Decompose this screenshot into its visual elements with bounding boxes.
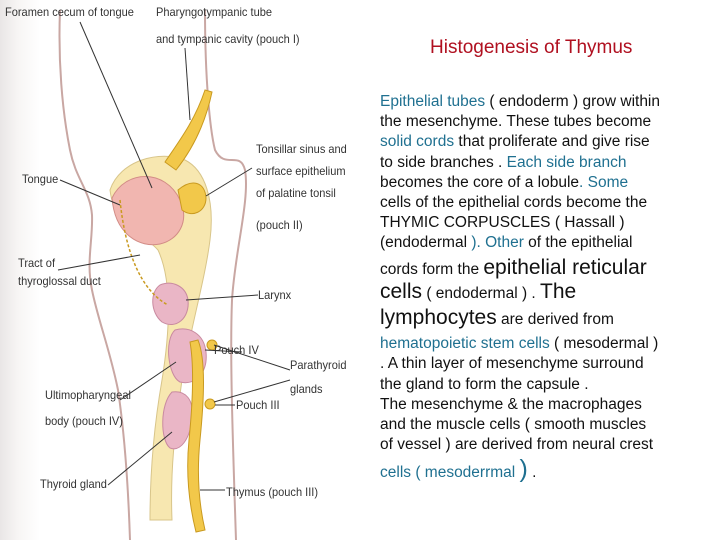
label-tongue: Tongue xyxy=(22,172,59,186)
parathyroid-lower-shape xyxy=(205,399,215,409)
text-span: cells of the epithelial cords become the xyxy=(380,194,648,212)
text-line xyxy=(380,354,715,374)
text-large: ) xyxy=(519,455,528,484)
label-ultimopharyngeal-2: body (pouch IV) xyxy=(45,414,123,428)
neck-back-outline xyxy=(205,10,246,540)
text-highlight: solid cords xyxy=(380,133,455,151)
text-highlight: . xyxy=(579,173,588,191)
text-span: ( endodermal ) . xyxy=(422,284,541,302)
text-span: cords form the xyxy=(380,260,484,278)
text-line xyxy=(380,415,715,435)
text-line xyxy=(380,132,715,152)
text-span: the mesenchyme. These tubes become xyxy=(380,113,652,131)
text-span: becomes the core of a lobule xyxy=(380,173,580,191)
text-span: . A thin layer of mesenchyme surround xyxy=(380,355,644,373)
text-span: The mesenchyme & the macrophages xyxy=(380,395,642,413)
label-pouch-four: Pouch IV xyxy=(214,343,259,357)
text-line xyxy=(380,92,715,112)
text-line xyxy=(380,173,715,193)
text-line xyxy=(380,255,715,280)
label-parathyroid-1: Parathyroid xyxy=(290,358,347,372)
text-line xyxy=(380,308,715,330)
text-span: to side branches . xyxy=(380,153,507,171)
text-line xyxy=(380,395,715,415)
text-highlight: Epithelial tubes xyxy=(380,93,486,110)
text-line xyxy=(380,153,715,173)
text-large: cells xyxy=(380,279,423,303)
label-tonsillar-4: (pouch II) xyxy=(256,218,303,232)
text-span: THYMIC CORPUSCLES ( Hassall ) xyxy=(380,214,625,232)
label-tonsillar-1: Tonsillar sinus and xyxy=(256,142,347,156)
thyroid-shape xyxy=(163,392,193,449)
label-foramen-cecum: Foramen cecum of tongue xyxy=(5,5,134,19)
label-parathyroid-2: glands xyxy=(290,382,323,396)
text-span: (endodermal xyxy=(380,234,472,252)
text-span: . xyxy=(527,464,537,482)
text-span: that proliferate and give rise xyxy=(454,133,650,151)
label-larynx: Larynx xyxy=(258,288,292,302)
text-line xyxy=(380,455,715,484)
text-line xyxy=(380,435,715,455)
label-tonsillar-3: of palatine tonsil xyxy=(256,186,336,200)
text-span: are derived from xyxy=(496,311,614,329)
text-span: ( endoderm ) grow within xyxy=(485,93,660,110)
text-span: of vessel ) are derived from neural crest xyxy=(380,436,654,454)
text-highlight: hematopoietic stem cells xyxy=(380,335,550,353)
text-line xyxy=(380,213,715,233)
text-span: the gland to form the capsule . xyxy=(380,375,589,393)
text-line xyxy=(380,279,715,304)
text-line xyxy=(380,112,715,132)
text-large: The xyxy=(540,279,577,303)
label-thyroid-gland: Thyroid gland xyxy=(40,477,107,491)
text-line xyxy=(380,193,715,213)
text-highlight: ). Other xyxy=(471,234,524,252)
label-ultimopharyngeal-1: Ultimopharyngeal xyxy=(45,388,131,402)
text-line xyxy=(380,375,715,395)
pouch-two-shape xyxy=(178,183,206,214)
text-line xyxy=(380,233,715,253)
label-pouch-three: Pouch III xyxy=(236,398,280,412)
larynx-shape xyxy=(153,283,188,324)
label-tonsillar-2: surface epithelium xyxy=(256,164,346,178)
text-large: lymphocytes xyxy=(380,306,497,330)
text-span: of the epithelial xyxy=(523,234,633,252)
label-pharyngotympanic-1: Pharyngotympanic tube xyxy=(156,5,272,19)
slide-title: Histogenesis of Thymus xyxy=(430,37,633,58)
label-tract-1: Tract of xyxy=(18,256,56,270)
label-tract-2: thyroglossal duct xyxy=(18,274,101,288)
text-span: and the muscle cells ( smooth muscles xyxy=(380,416,647,434)
text-highlight: Some xyxy=(587,173,629,191)
label-thymus: Thymus (pouch III) xyxy=(226,485,319,499)
label-pharyngotympanic-2: and tympanic cavity (pouch I) xyxy=(156,32,300,46)
text-large: epithelial reticular xyxy=(483,255,647,279)
text-highlight: cells ( mesoderrmal xyxy=(380,464,520,482)
body-text xyxy=(380,92,715,484)
text-span: ( mesodermal ) xyxy=(549,335,659,353)
text-highlight: Each side branch xyxy=(506,153,627,171)
text-line xyxy=(380,334,715,354)
